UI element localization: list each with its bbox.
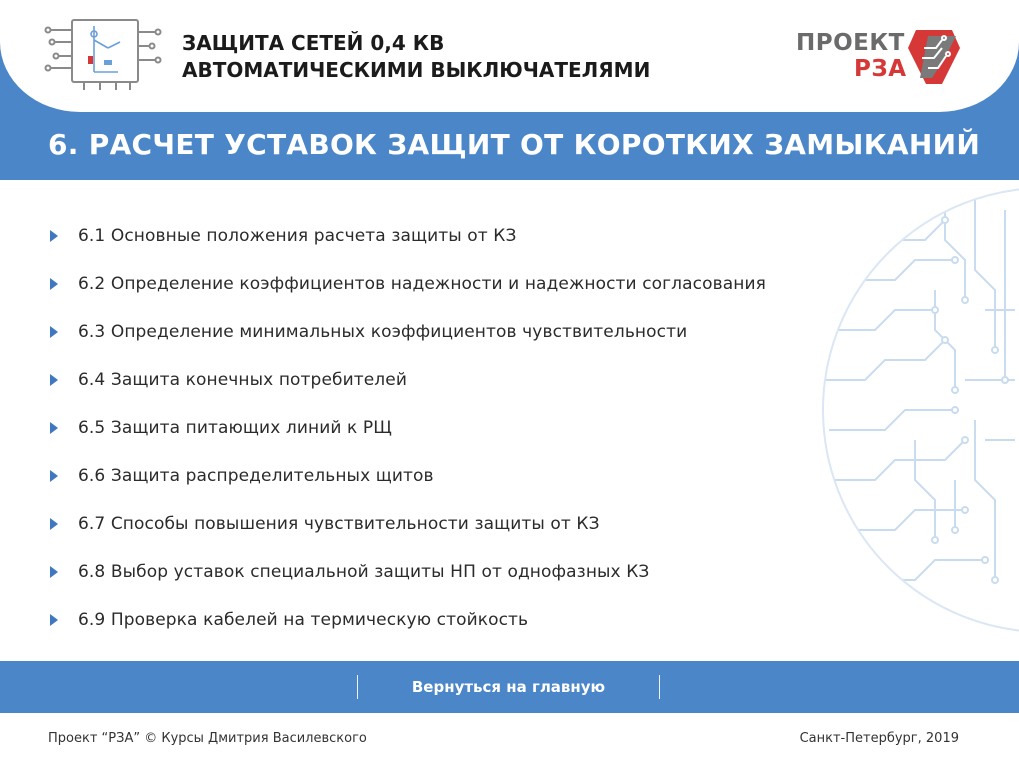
menu-item-6-2[interactable] [48,260,838,308]
triangle-right-icon [50,326,58,338]
course-title [182,30,742,84]
circuit-board-icon [44,12,164,92]
menu-item-6-4[interactable] [48,356,838,404]
menu-item-label[interactable]: 6.9 Проверка кабелей на термическую стойкость [78,610,529,630]
footer-city-year: Санкт-Петербург, 2019 [799,731,959,746]
bottom-navigation-bar [0,661,1019,713]
menu-item-6-5[interactable] [48,404,838,452]
triangle-right-icon [50,278,58,290]
menu-item-6-9[interactable] [48,596,838,644]
menu-item-label[interactable]: 6.2 Определение коэффициентов надежности и надежности согласования [78,274,766,294]
section-menu [48,212,838,644]
footer-copyright: Проект “РЗА” © Курсы Дмитрия Василевского [48,731,367,746]
triangle-right-icon [50,566,58,578]
menu-item-6-8[interactable] [48,548,838,596]
menu-item-label[interactable]: 6.3 Определение минимальных коэффициентов чувствительности [78,322,688,342]
triangle-right-icon [50,230,58,242]
triangle-right-icon [50,614,58,626]
course-title-line2: АВТОМАТИЧЕСКИМИ ВЫКЛЮЧАТЕЛЯМИ [182,58,651,82]
menu-item-label[interactable]: 6.7 Способы повышения чувствительности защиты от КЗ [78,514,600,534]
back-to-home-button[interactable]: Вернуться на главную [411,678,606,696]
brand-word-project: ПРОЕКТ [796,30,905,56]
brand-logo [796,26,966,90]
menu-item-6-7[interactable] [48,500,838,548]
section-title: 6. РАСЧЕТ УСТАВОК ЗАЩИТ ОТ КОРОТКИХ ЗАМЫКАНИЙ [48,128,981,161]
menu-item-6-1[interactable] [48,212,838,260]
triangle-right-icon [50,374,58,386]
menu-item-6-6[interactable] [48,452,838,500]
divider [659,675,660,699]
shield-icon [906,26,962,86]
menu-item-6-3[interactable] [48,308,838,356]
triangle-right-icon [50,422,58,434]
triangle-right-icon [50,470,58,482]
course-title-line1: ЗАЩИТА СЕТЕЙ 0,4 КВ [182,31,445,55]
menu-item-label[interactable]: 6.5 Защита питающих линий к РЩ [78,418,392,438]
menu-item-label[interactable]: 6.4 Защита конечных потребителей [78,370,407,390]
menu-item-label[interactable]: 6.8 Выбор уставок специальной защиты НП от однофазных КЗ [78,562,650,582]
circuit-globe-icon [815,180,1019,640]
menu-item-label[interactable]: 6.6 Защита распределительных щитов [78,466,434,486]
triangle-right-icon [50,518,58,530]
menu-item-label[interactable]: 6.1 Основные положения расчета защиты от КЗ [78,226,517,246]
brand-word-rza: РЗА [854,56,907,82]
